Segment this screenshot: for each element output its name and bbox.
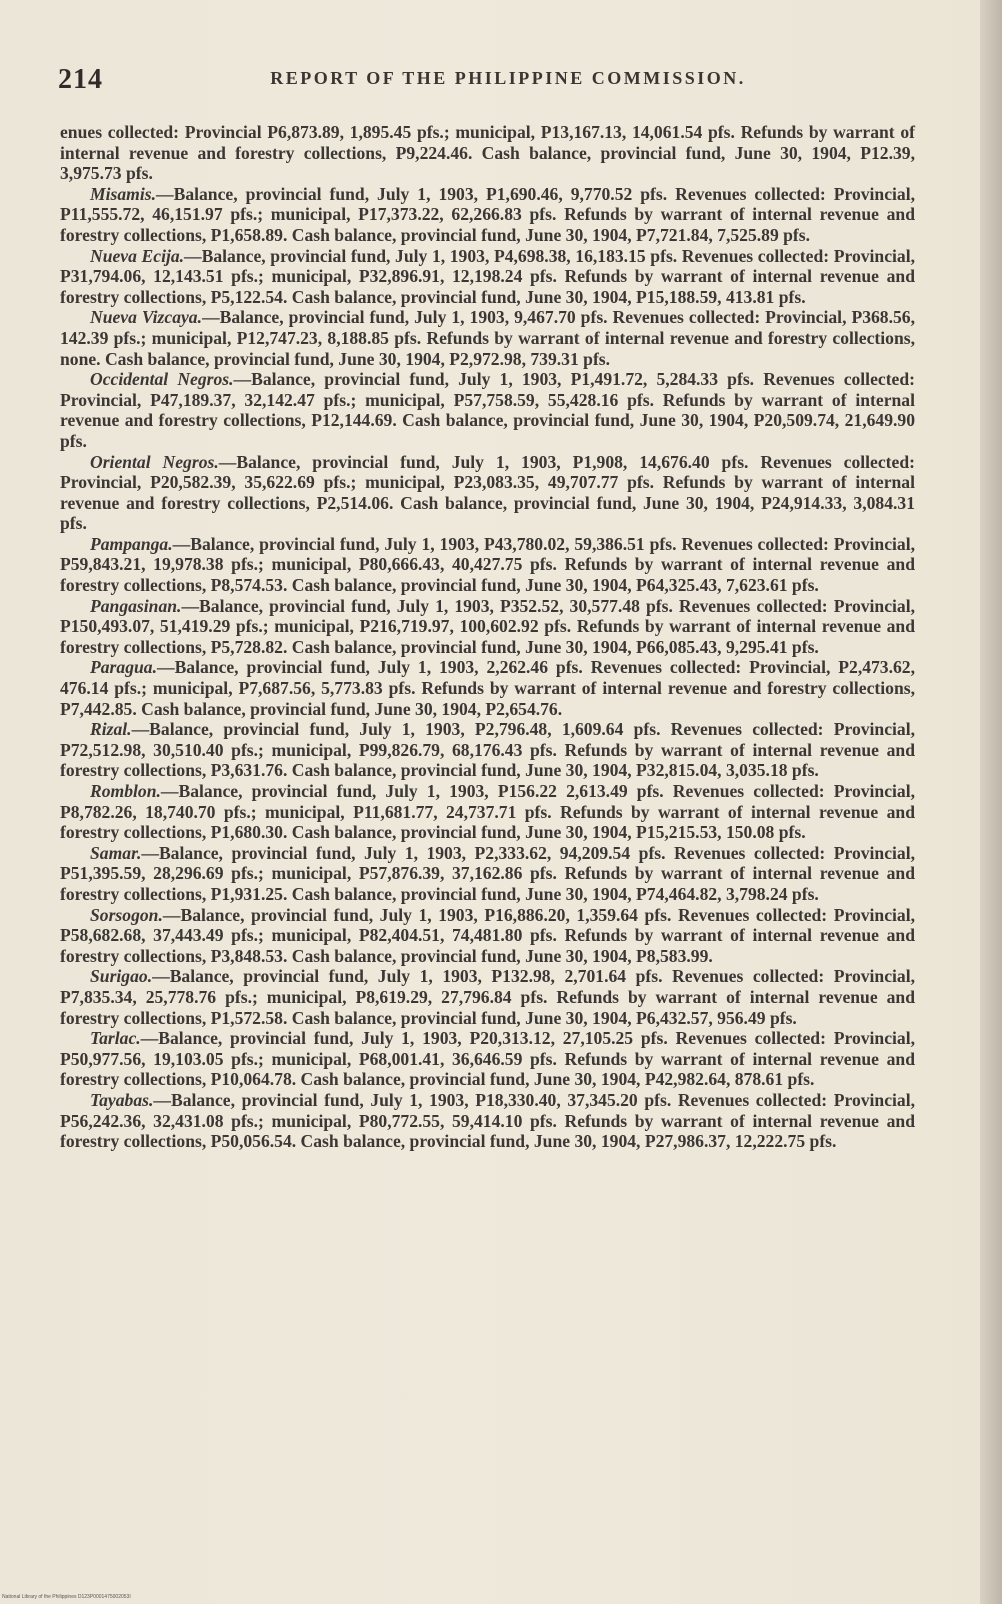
paragraph-misamis (60, 184, 915, 246)
paragraph-surigao (60, 966, 915, 1028)
scan-watermark: National Library of the Philippines D123P0001475002053I (2, 1594, 131, 1600)
province-name: Samar. (90, 842, 142, 863)
body-text (60, 122, 915, 1152)
paragraph-text: —Balance, provincial fund, July 1, 1903, P20,313.12, 27,105.25 pfs. Revenues collected: Provincial, P50,977.56, 19,103.05 pfs.; municipal, P68,001.41, 36,646.59 pfs. Refunds by warrant of internal revenue and forestry collections, P10,064.78. Cash balance, provincial fund, June 30, 1904, P42,982.64, 878.61 pfs. (60, 1028, 915, 1090)
paragraph-text: —Balance, provincial fund, July 1, 1903, P1,690.46, 9,770.52 pfs. Revenues collected: Provincial, P11,555.72, 46,151.97 pfs.; municipal, P17,373.22, 62,266.83 pfs. Refunds by warrant of internal revenue and forestry collections, P1,658.89. Cash balance, provincial fund, June 30, 1904, P7,721.84, 7,525.89 pfs. (60, 183, 915, 245)
paragraph-text: —Balance, provincial fund, July 1, 1903, P18,330.40, 37,345.20 pfs. Revenues collected: Provincial, P56,242.36, 32,431.08 pfs.; municipal, P80,772.55, 59,414.10 pfs. Refunds by warrant of internal revenue and forestry collections, P50,056.54. Cash balance, provincial fund, June 30, 1904, P27,986.37, 12,222.75 pfs. (60, 1089, 915, 1152)
province-name: Romblon. (90, 781, 161, 801)
paragraph-oriental-negros (60, 452, 915, 534)
paragraph-text: —Balance, provincial fund, July 1, 1903, P1,908, 14,676.40 pfs. Revenues collected: Provincial, P20,582.39, 35,622.69 pfs.; municipal, P23,083.35, 49,707.77 pfs. Refunds by warrant of internal revenue and forestry collections, P2,514.06. Cash balance, provincial fund, June 30, 1904, P24,914.33, 3,084.31 pfs. (60, 451, 915, 534)
paragraph-text: —Balance, provincial fund, July 1, 1903, P1,491.72, 5,284.33 pfs. Revenues collected: Provincial, P47,189.37, 32,142.47 pfs.; municipal, P57,758.59, 55,428.16 pfs. Refunds by warrant of internal revenue and forestry collections, P12,144.69. Cash balance, provincial fund, June 30, 1904, P20,509.74, 21,649.90 pfs. (60, 369, 916, 451)
paragraph-text: —Balance, provincial fund, July 1, 1903, P132.98, 2,701.64 pfs. Revenues collected: Provincial, P7,835.34, 25,778.76 pfs.; municipal, P8,619.29, 27,796.84 pfs. Refunds by warrant of internal revenue and forestry collections, P1,572.58. Cash balance, provincial fund, June 30, 1904, P6,432.57, 956.49 pfs. (60, 966, 915, 1028)
paragraph-tayabas (60, 1090, 915, 1152)
paragraph-text: —Balance, provincial fund, July 1, 1903, P43,780.02, 59,386.51 pfs. Revenues collected: Provincial, P59,843.21, 19,978.38 pfs.; municipal, P80,666.43, 40,427.75 pfs. Refunds by warrant of internal revenue and forestry collections, P8,574.53. Cash balance, provincial fund, June 30, 1904, P64,325.43, 7,623.61 pfs. (60, 533, 915, 596)
paragraph-occidental-negros (60, 369, 915, 451)
paragraph-text: —Balance, provincial fund, July 1, 1903, P2,796.48, 1,609.64 pfs. Revenues collected: Provincial, P72,512.98, 30,510.40 pfs.; municipal, P99,826.79, 68,176.43 pfs. Refunds by warrant of internal revenue and forestry collections, P3,631.76. Cash balance, provincial fund, June 30, 1904, P32,815.04, 3,035.18 pfs. (60, 719, 915, 781)
province-name: Pampanga. (90, 533, 173, 554)
page-number: 214 (58, 64, 103, 95)
page-header (58, 64, 918, 98)
paragraph-continuation (60, 122, 915, 184)
province-name: Rizal. (90, 719, 132, 740)
paragraph-pangasinan (60, 596, 915, 658)
province-name: Occidental Negros. (90, 369, 234, 390)
paragraph-text: —Balance, provincial fund, July 1, 1903, P156.22 2,613.49 pfs. Revenues collected: Provincial, P8,782.26, 18,740.70 pfs.; municipal, P11,681.77, 24,737.71 pfs. Refunds by warrant of internal revenue and forestry collections, P1,680.30. Cash balance, provincial fund, June 30, 1904, P15,215.53, 150.08 pfs. (60, 781, 915, 843)
paragraph-text: —Balance, provincial fund, July 1, 1903, 9,467.70 pfs. Revenues collected: Provincial, P368.56, 142.39 pfs.; municipal, P12,747.23, 8,188.85 pfs. Refunds by warrant of internal revenue and forestry collections, none. Cash balance, provincial fund, June 30, 1904, P2,972.98, 739.31 pfs. (60, 307, 915, 369)
paragraph-paragua (60, 657, 915, 719)
paragraph-rizal (60, 719, 915, 781)
province-name: Nueva Ecija. (90, 245, 185, 266)
province-name: Pangasinan. (90, 595, 182, 616)
paragraph-nueva-vizcaya (60, 307, 915, 369)
paragraph-text: —Balance, provincial fund, July 1, 1903, P352.52, 30,577.48 pfs. Revenues collected: Provincial, P150,493.07, 51,419.29 pfs.; municipal, P216,719.97, 100,602.92 pfs. Refunds by warrant of internal revenue and forestry collections, P5,728.82. Cash balance, provincial fund, June 30, 1904, P66,085.43, 9,295.41 pfs. (60, 595, 915, 657)
province-name: Tayabas. (90, 1089, 154, 1110)
paragraph-tarlac (60, 1028, 915, 1090)
province-name: Tarlac. (90, 1028, 141, 1049)
province-name: Surigao. (90, 966, 153, 987)
paragraph-nueva-ecija (60, 246, 915, 308)
paragraph-text: —Balance, provincial fund, July 1, 1903, P4,698.38, 16,183.15 pfs. Revenues collected: Provincial, P31,794.06, 12,143.51 pfs.; municipal, P32,896.91, 12,198.24 pfs. Refunds by warrant of internal revenue and forestry collections, P5,122.54. Cash balance, provincial fund, June 30, 1904, P15,188.59, 413.81 pfs. (60, 245, 915, 307)
running-title: REPORT OF THE PHILIPPINE COMMISSION. (270, 68, 746, 88)
paragraph-romblon (60, 781, 915, 843)
paragraph-text: —Balance, provincial fund, July 1, 1903, 2,262.46 pfs. Revenues collected: Provincial, P2,473.62, 476.14 pfs.; municipal, P7,687.56, 5,773.83 pfs. Refunds by warrant of internal revenue and forestry collections, P7,442.85. Cash balance, provincial fund, June 30, 1904, P2,654.76. (60, 657, 915, 719)
paragraph-samar (60, 843, 915, 905)
paragraph-text: enues collected: Provincial P6,873.89, 1,895.45 pfs.; municipal, P13,167.13, 14,061.54 pfs. Refunds by warrant of internal revenue and forestry collections, P9,224.46. Cash balance, provincial fund, June 30, 1904, P12.39, 3,975.73 pfs. (60, 122, 915, 184)
page-edge-shadow (980, 0, 1002, 1604)
province-name: Oriental Negros. (90, 451, 219, 472)
province-name: Nueva Vizcaya. (90, 307, 202, 328)
paragraph-text: —Balance, provincial fund, July 1, 1903, P16,886.20, 1,359.64 pfs. Revenues collected: Provincial, P58,682.68, 37,443.49 pfs.; municipal, P82,404.51, 74,481.80 pfs. Refunds by warrant of internal revenue and forestry collections, P3,848.53. Cash balance, provincial fund, June 30, 1904, P8,583.99. (60, 904, 915, 966)
paragraph-text: —Balance, provincial fund, July 1, 1903, P2,333.62, 94,209.54 pfs. Revenues collected: Provincial, P51,395.59, 28,296.69 pfs.; municipal, P57,876.39, 37,162.86 pfs. Refunds by warrant of internal revenue and forestry collections, P1,931.25. Cash balance, provincial fund, June 30, 1904, P74,464.82, 3,798.24 pfs. (60, 842, 915, 904)
province-name: Misamis. (90, 183, 156, 204)
province-name: Sorsogon. (90, 904, 163, 925)
paragraph-sorsogon (60, 905, 915, 967)
province-name: Paragua. (90, 657, 157, 678)
paragraph-pampanga (60, 534, 915, 596)
